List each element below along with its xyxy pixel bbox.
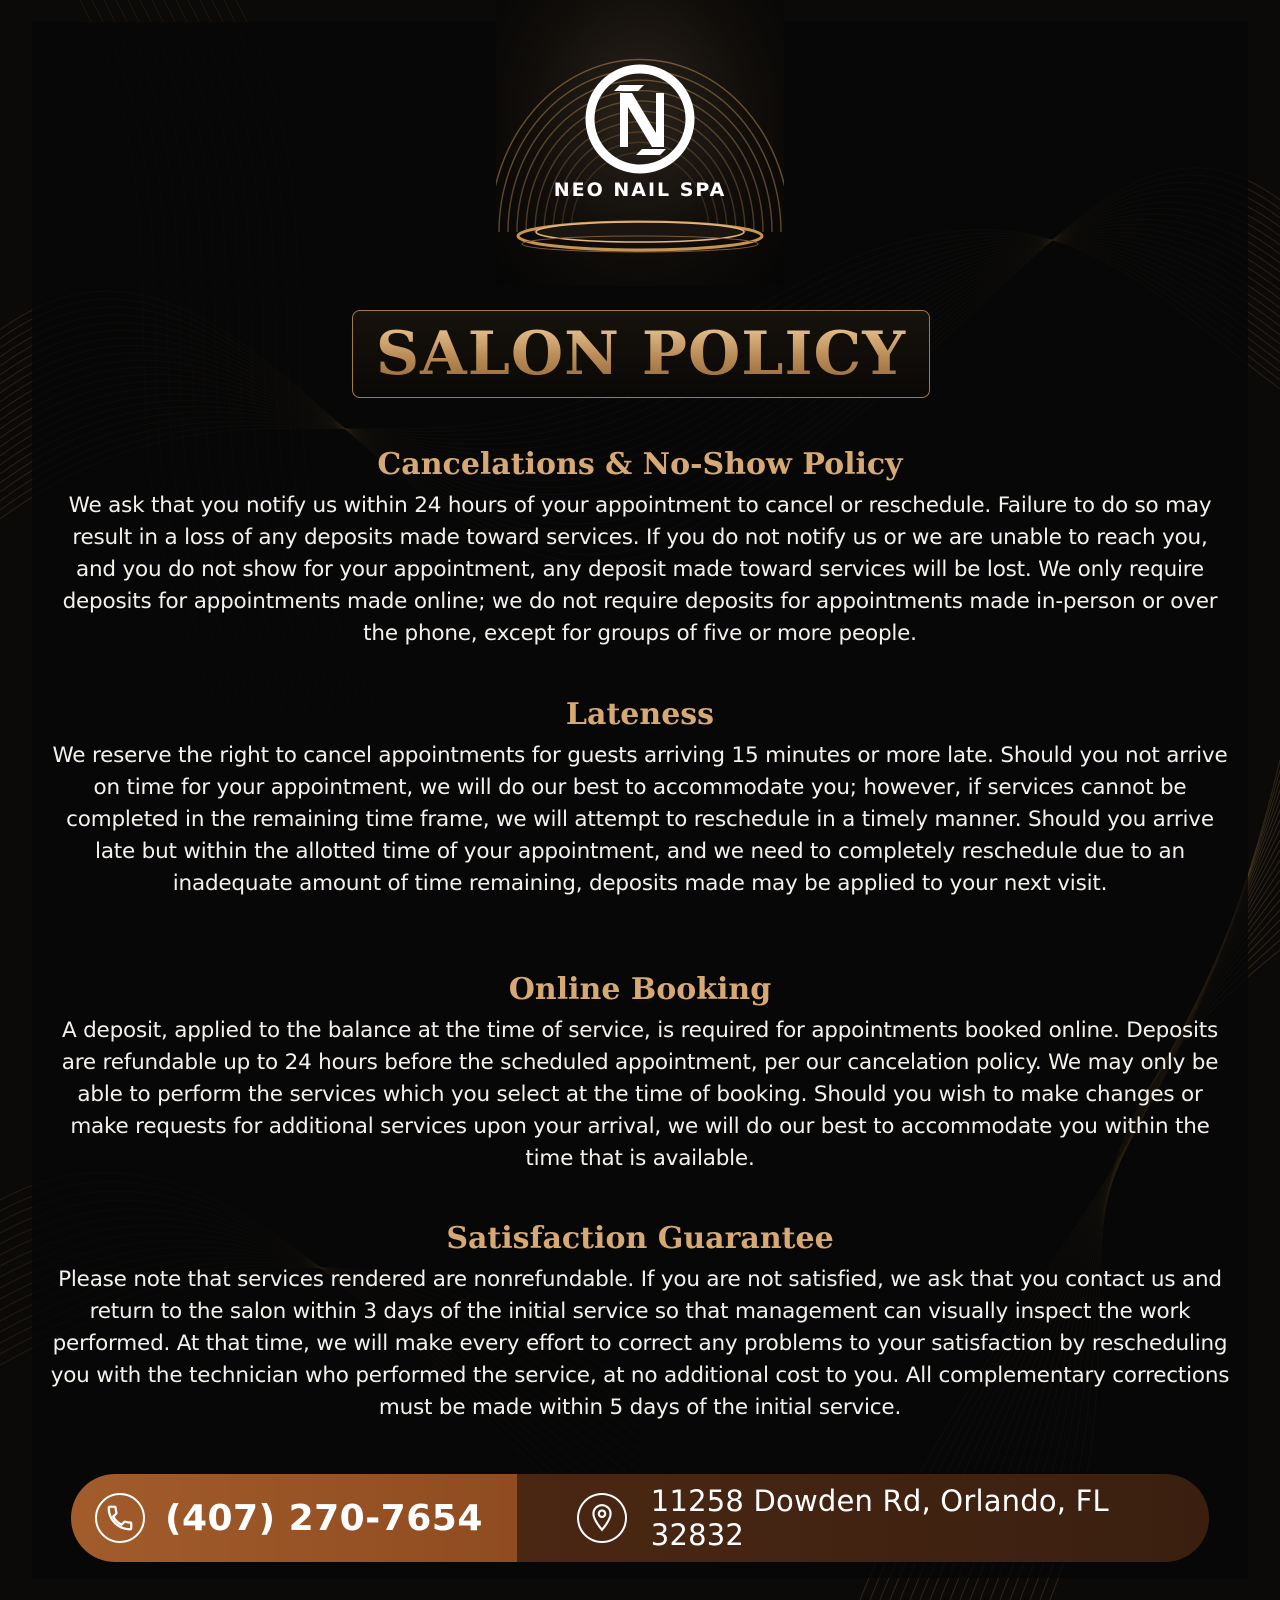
policy-section-online-booking xyxy=(50,969,1230,1175)
title-banner xyxy=(352,310,930,398)
address-contact[interactable] xyxy=(517,1474,1209,1562)
podium-decoration xyxy=(496,210,784,270)
section-heading: Lateness xyxy=(565,697,715,732)
location-pin-icon xyxy=(577,1493,627,1543)
brand-name: NEO NAIL SPA xyxy=(553,179,727,201)
phone-icon xyxy=(95,1493,145,1543)
section-body: We reserve the right to cancel appointments for guests arriving 15 minutes or more late. Should you not arrive on time for your appointment, we will do our best to accommodate you; however, if services cannot be completed in the remaining time frame, we will attempt to reschedule in a timely manner. Should you arrive late but within the allotted time of your appointment, and we need to completely reschedule due to an inadequate amount of time remaining, deposits made may be applied to your next visit. xyxy=(52,743,1228,896)
section-body: Please note that services rendered are nonrefundable. If you are not satisfied, we ask that you contact us and return to the salon within 3 days of the initial service so that management can visually inspect the work performed. At that time, we will make every effort to correct any problems to your satisfaction by rescheduling you with the technician who performed the service, at no additional cost to you. All complementary corrections must be made within 5 days of the initial service. xyxy=(50,1267,1230,1420)
logo-block xyxy=(496,0,784,286)
phone-contact[interactable] xyxy=(71,1474,517,1562)
address-text[interactable]: 11258 Dowden Rd, Orlando, FL 32832 xyxy=(650,1484,1109,1552)
policy-section-lateness xyxy=(50,694,1230,900)
section-body: A deposit, applied to the balance at the time of service, is required for appointments booked online. Deposits are refundable up to 24 hours before the scheduled appointment, per our cancelation policy. We may only be able to perform the services which you select at the time of booking. Should you wish to make changes or make requests for additional services upon your arrival, we will do our best to accommodate you within the time that is available. xyxy=(61,1018,1219,1171)
policy-section-cancelations xyxy=(50,444,1230,650)
policy-section-satisfaction xyxy=(50,1218,1230,1424)
contact-bar xyxy=(71,1474,1209,1562)
section-heading: Satisfaction Guarantee xyxy=(446,1221,834,1256)
section-heading: Online Booking xyxy=(508,972,772,1007)
section-heading: Cancelations & No-Show Policy xyxy=(377,447,903,482)
page-title: SALON POLICY xyxy=(375,319,907,389)
neo-n-monogram-icon xyxy=(584,63,696,175)
phone-number[interactable]: (407) 270-7654 xyxy=(165,1497,483,1539)
section-body: We ask that you notify us within 24 hours of your appointment to cancel or reschedule. Failure to do so may result in a loss of any deposits made toward services. If you do not notify us or we are unable to reach you, and you do not show for your appointment, any deposit made toward services will be lost. We only require deposits for appointments made online; we do not require deposits for appointments made in-person or over the phone, except for groups of five or more people. xyxy=(62,493,1218,646)
